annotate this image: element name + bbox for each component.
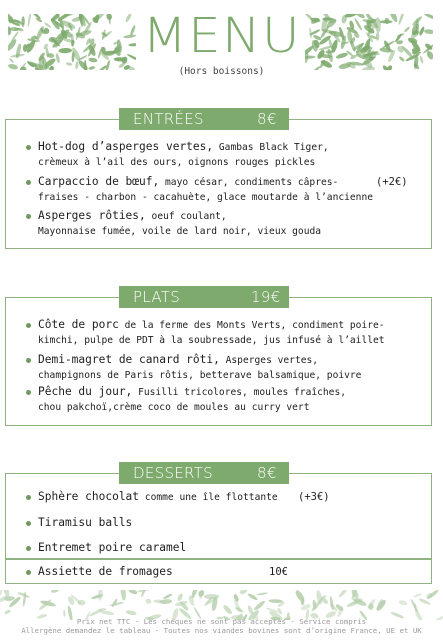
leaf-shape xyxy=(125,610,137,616)
leaf-shape xyxy=(204,594,219,599)
leaf-pattern-bottom xyxy=(0,590,443,620)
banner-desserts xyxy=(119,462,289,484)
leaf-shape xyxy=(177,593,184,602)
leaf-shape xyxy=(413,593,423,598)
bullet-icon xyxy=(26,495,31,500)
page-title: MENU xyxy=(142,8,301,64)
bullet-icon xyxy=(26,570,31,575)
bullet-icon xyxy=(26,180,31,185)
item-text: Sphère chocolat comme une île flottante xyxy=(38,490,278,503)
page-subtitle: (Hors boissons) xyxy=(178,66,265,77)
banner-entrees xyxy=(119,108,289,130)
footer-note-allergens: Allergène demandez le tableau - Toutes nos viandes bovines sont d’origine France, UE et UK xyxy=(21,626,422,635)
bullet-icon xyxy=(26,145,31,150)
bullet-icon xyxy=(26,521,31,526)
bullet-icon xyxy=(26,390,31,395)
leaf-shape xyxy=(239,590,248,595)
item-text: Assiette de fromages xyxy=(38,565,173,578)
leaf-shape xyxy=(253,600,266,612)
leaf-shape xyxy=(145,598,152,605)
leaf-shape xyxy=(51,590,60,593)
section-price: 8€ xyxy=(257,110,277,128)
leaf-shape xyxy=(257,592,269,596)
leaf-shape xyxy=(63,610,66,617)
footer-note-payment: Prix net TTC - Les chèques ne sont pas acceptés - Service compris xyxy=(76,617,367,626)
section-price: 19€ xyxy=(251,288,281,306)
section-title: PLATS xyxy=(133,288,181,306)
section-title: DESSERTS xyxy=(133,464,213,482)
leaf-shape xyxy=(4,609,12,615)
item-text: Hot-dog d’asperges vertes, Gambas Black Tiger, crèmeux à l’ail des ours, oignons rouges pickles xyxy=(38,140,329,168)
leaf-shape xyxy=(163,593,173,600)
leaf-shape xyxy=(398,600,407,607)
item-text: Carpaccio de bœuf, mayo césar, condiments câpres- fraises - charbon - cacahuète, glace moutarde à l’ancienne xyxy=(38,175,374,203)
item-price: 10€ xyxy=(269,566,288,578)
leaf-shape xyxy=(368,603,374,610)
bullet-icon xyxy=(26,323,31,328)
leaf-shape xyxy=(89,608,103,617)
section-price: 8€ xyxy=(257,464,277,482)
section-title: ENTRÉES xyxy=(133,110,204,128)
leaf-shape xyxy=(410,598,419,612)
item-text: Côte de porc de la ferme des Monts Verts, condiment poire- kimchi, pulpe de PDT à la soubressade, jus infusé à l’aillet xyxy=(38,318,385,346)
item-text: Entremet poire caramel xyxy=(38,541,187,554)
item-text: Tiramisu balls xyxy=(38,516,133,529)
leaf-shape xyxy=(247,592,258,601)
bullet-icon xyxy=(26,546,31,551)
bullet-icon xyxy=(26,214,31,219)
leaf-shape xyxy=(109,601,124,607)
item-supplement: (+2€) xyxy=(376,176,408,188)
banner-plats xyxy=(119,286,289,308)
leaf-shape xyxy=(222,604,233,616)
leaf-shape xyxy=(338,590,350,598)
bullet-icon xyxy=(26,358,31,363)
leaf-shape xyxy=(329,596,334,610)
item-text: Demi-magret de canard rôti, Asperges vertes, champignons de Paris rôtis, betterave balsamique, poivre xyxy=(38,353,362,381)
leaf-shape xyxy=(128,590,138,595)
item-supplement: (+3€) xyxy=(298,491,330,503)
item-text: Asperges rôties, oeuf coulant, Mayonnaise fumée, voile de lard noir, vieux gouda xyxy=(38,209,322,237)
leaf-shape xyxy=(268,599,283,603)
leaf-shape xyxy=(98,590,104,601)
leaf-shape xyxy=(0,590,3,597)
item-text: Pêche du jour, Fusilli tricolores, moules fraîches, chou pakchoï,crème coco de moules au curry vert xyxy=(38,385,347,413)
leaf-shape xyxy=(120,590,127,601)
